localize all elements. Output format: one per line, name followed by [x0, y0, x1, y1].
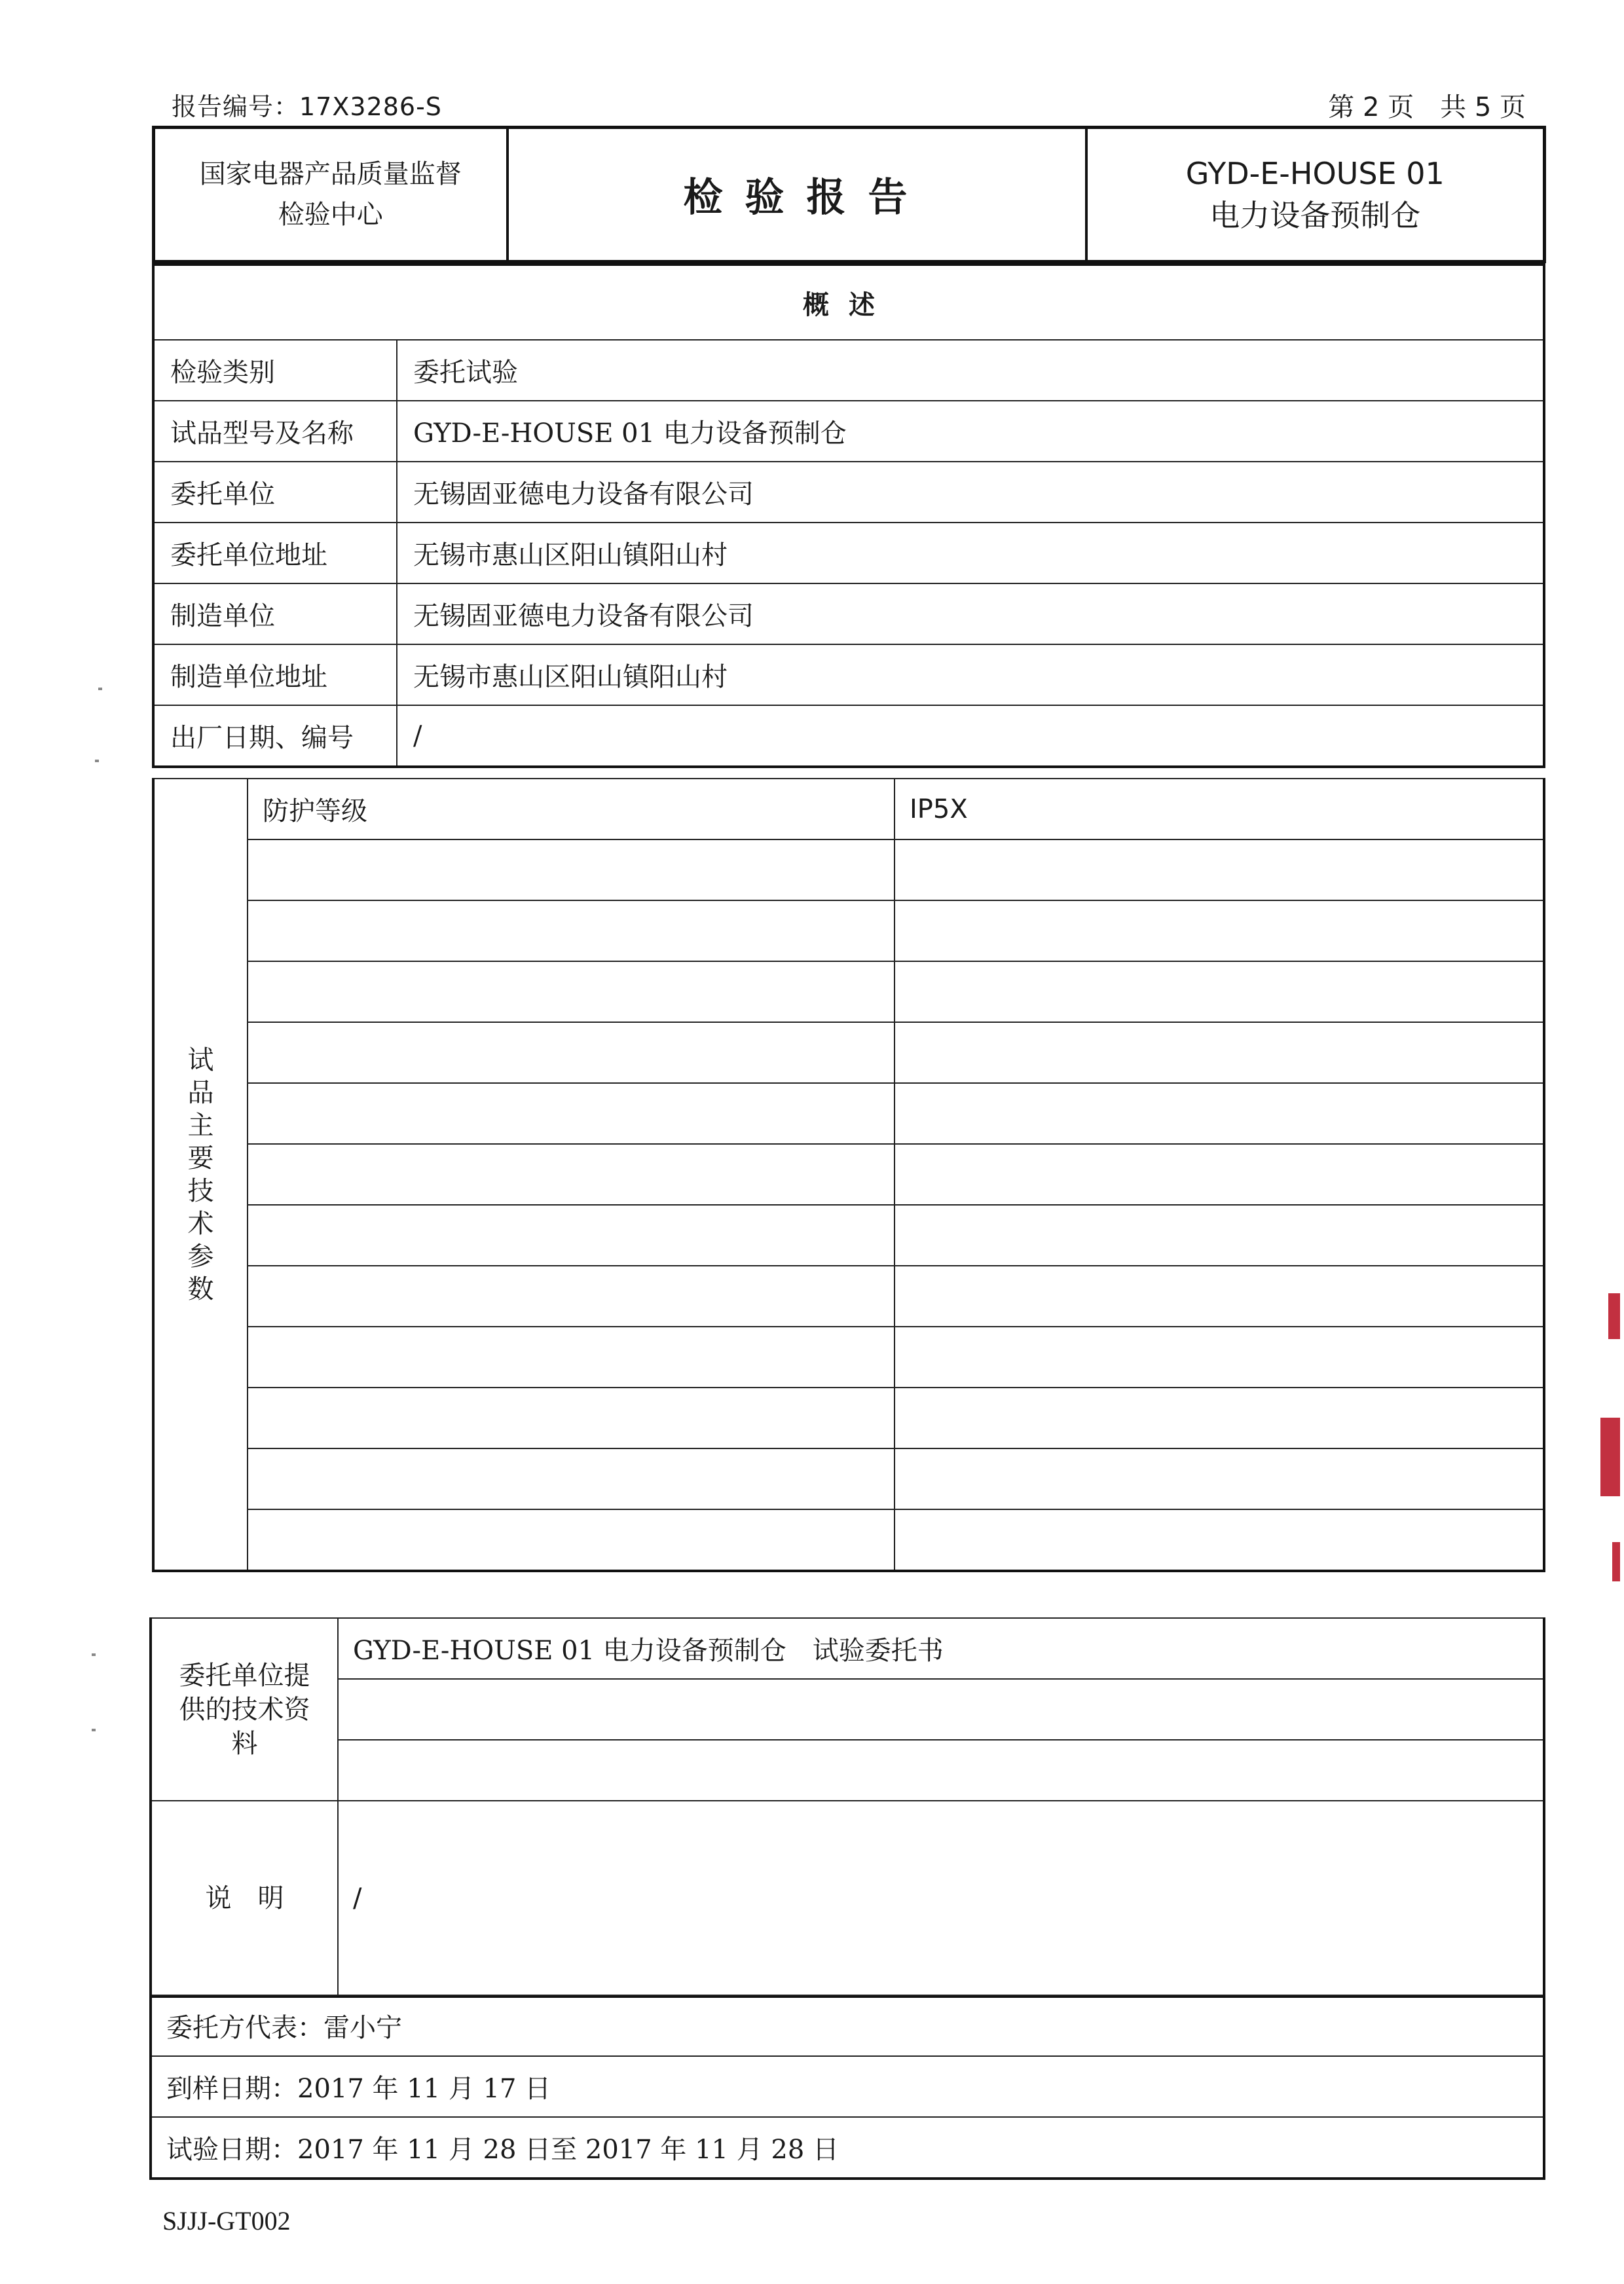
docs-item: GYD-E-HOUSE 01 电力设备预制仓 试验委托书: [338, 1618, 1544, 1679]
report-title-cell: [507, 128, 1086, 262]
param-name-empty: [248, 1327, 895, 1388]
param-value-empty: [895, 1448, 1544, 1509]
param-value-empty: [895, 900, 1544, 961]
row-label: 制造单位地址: [153, 644, 397, 705]
red-seal-edge: [1598, 1293, 1624, 1601]
row-value: 委托试验: [397, 340, 1544, 401]
row-value: 无锡市惠山区阳山镇阳山村: [397, 523, 1544, 583]
overview-row: [153, 705, 1544, 767]
row-label: 制造单位: [153, 583, 397, 644]
row-label: 委托单位地址: [153, 523, 397, 583]
param-name-empty: [248, 1509, 895, 1571]
param-name-empty: [248, 1144, 895, 1205]
param-name-empty: [248, 1448, 895, 1509]
org-name-line2: 检验中心: [278, 200, 383, 230]
technical-docs-table: [149, 1617, 1545, 1998]
scan-mark: [95, 760, 99, 762]
scan-mark: [98, 688, 102, 690]
param-name-empty: [248, 961, 895, 1022]
issuing-organization: [154, 128, 507, 262]
title-block: [152, 126, 1546, 263]
param-value-empty: [895, 1388, 1544, 1448]
row-value: GYD-E-HOUSE 01 电力设备预制仓: [397, 401, 1544, 462]
param-value-empty: [895, 1509, 1544, 1571]
params-label-text: 试品主要技术参数: [187, 1044, 214, 1304]
row-label: 试品型号及名称: [153, 401, 397, 462]
technical-params-table: [152, 778, 1545, 1572]
params-section-label: [153, 779, 248, 1571]
param-name-empty: [248, 1205, 895, 1266]
param-value-empty: [895, 961, 1544, 1022]
param-name-empty: [248, 839, 895, 900]
param-value: IP5X: [895, 779, 1544, 839]
notes-label: 说 明: [151, 1801, 338, 1997]
footer-table: [149, 1995, 1545, 2180]
docs-label-cell: [151, 1618, 338, 1801]
overview-row: [153, 462, 1544, 523]
param-value-empty: [895, 839, 1544, 900]
overview-row: [153, 340, 1544, 401]
report-title: 检验报告: [683, 175, 930, 221]
org-name-line1: 国家电器产品质量监督: [199, 159, 462, 189]
docs-item-empty: [338, 1679, 1544, 1740]
overview-row: [153, 401, 1544, 462]
overview-row: [153, 583, 1544, 644]
report-number: 报告编号：17X3286-S: [172, 92, 442, 121]
param-value-empty: [895, 1327, 1544, 1388]
param-value-empty: [895, 1266, 1544, 1327]
product-model-cell: [1086, 128, 1545, 262]
overview-row: [153, 523, 1544, 583]
param-name-empty: [248, 1388, 895, 1448]
param-value-empty: [895, 1144, 1544, 1205]
scan-mark: [92, 1653, 96, 1656]
row-value: 无锡固亚德电力设备有限公司: [397, 462, 1544, 523]
overview-title: 概述: [153, 265, 1544, 340]
param-name-empty: [248, 900, 895, 961]
notes-value: /: [338, 1801, 1544, 1997]
product-model: GYD-E-HOUSE 01: [1185, 156, 1445, 191]
param-value-empty: [895, 1022, 1544, 1083]
row-label: 出厂日期、编号: [153, 705, 397, 767]
test-date-range: 试验日期：2017 年 11 月 28 日至 2017 年 11 月 28 日: [151, 2117, 1544, 2179]
docs-item-empty: [338, 1740, 1544, 1801]
page-indicator: 第 2 页 共 5 页: [1328, 92, 1526, 122]
overview-table: [152, 263, 1545, 768]
product-name: 电力设备预制仓: [1209, 198, 1421, 233]
row-value: 无锡市惠山区阳山镇阳山村: [397, 644, 1544, 705]
form-code: SJJJ-GT002: [162, 2206, 291, 2236]
param-name-empty: [248, 1266, 895, 1327]
client-representative: 委托方代表：雷小宁: [151, 1995, 1544, 2056]
overview-row: [153, 644, 1544, 705]
param-name-empty: [248, 1022, 895, 1083]
row-value: /: [397, 705, 1544, 767]
param-value-empty: [895, 1205, 1544, 1266]
param-value-empty: [895, 1083, 1544, 1144]
scan-mark: [92, 1729, 96, 1731]
row-label: 委托单位: [153, 462, 397, 523]
docs-label: 委托单位提供的技术资料: [179, 1660, 310, 1759]
param-name-empty: [248, 1083, 895, 1144]
param-name: 防护等级: [248, 779, 895, 839]
row-value: 无锡固亚德电力设备有限公司: [397, 583, 1544, 644]
sample-arrival-date: 到样日期：2017 年 11 月 17 日: [151, 2056, 1544, 2117]
row-label: 检验类别: [153, 340, 397, 401]
